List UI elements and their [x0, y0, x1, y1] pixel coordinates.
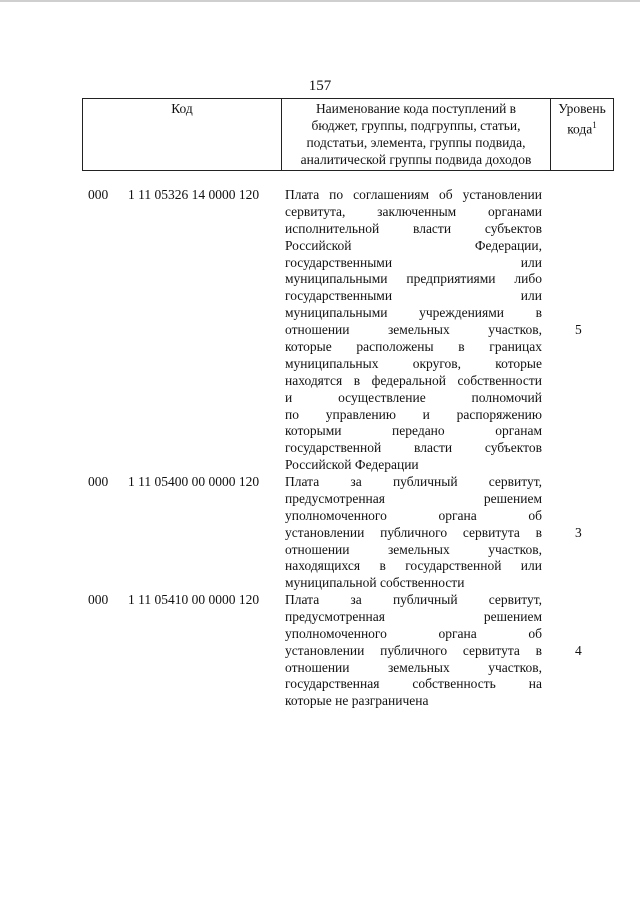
footnote-marker: 1 [592, 120, 597, 130]
header-level-cell [551, 99, 614, 171]
code-level: 3 [575, 525, 582, 540]
name-line: государственными или [285, 254, 542, 270]
name-line: отношении земельных участков, [285, 541, 542, 557]
income-code: 1 11 05410 00 0000 120 [128, 592, 260, 607]
name-line: уполномоченного органа об [285, 625, 542, 641]
name-line: государственная собственность на [285, 676, 542, 692]
name-line: и осуществление полномочий [285, 389, 542, 405]
name-line: муниципальными учреждениями в [285, 305, 542, 321]
name-line: исполнительной власти субъектов [285, 220, 542, 236]
income-name [285, 187, 542, 474]
code-level: 4 [575, 643, 582, 658]
income-name [285, 592, 542, 710]
header-name-line: бюджет, группы, подгруппы, статьи, [311, 118, 521, 133]
name-line: Плата за публичный сервитут, [285, 474, 542, 489]
code-level: 5 [575, 322, 582, 337]
header-code-cell [83, 99, 282, 171]
admin-code: 000 [88, 187, 109, 202]
name-line: по управлению и распоряжению [285, 406, 542, 422]
name-line: находящихся в государственной или [285, 558, 542, 574]
name-line: Плата по соглашениям об установлении [285, 187, 542, 202]
name-line: муниципальной собственности [285, 575, 465, 591]
name-line: отношении земельных участков, [285, 659, 542, 675]
header-level-label: Уровень [558, 101, 606, 116]
scan-edge-line [0, 0, 640, 2]
header-code-label: Код [171, 101, 193, 116]
income-code: 1 11 05326 14 0000 120 [128, 187, 260, 202]
table-header [82, 98, 614, 171]
header-name-line: подстатьи, элемента, группы подвида, [306, 135, 526, 150]
page-number: 157 [308, 78, 332, 94]
name-line: предусмотренная решением [285, 490, 542, 506]
name-line: находятся в федеральной собственности [285, 372, 542, 388]
header-name-line: Наименование кода поступлений в [315, 101, 517, 116]
name-line: Российской Федерации, [285, 237, 542, 253]
header-name-line: аналитической группы подвида доходов [300, 152, 532, 167]
name-line: отношении земельных участков, [285, 322, 542, 338]
name-line: государственными или [285, 288, 542, 304]
name-line: которыми передано органам [285, 423, 542, 439]
name-line: которые расположены в границах [285, 339, 542, 355]
income-code: 1 11 05400 00 0000 120 [128, 474, 260, 489]
name-line: государственной власти субъектов [285, 440, 542, 456]
header-name-cell [282, 99, 551, 171]
name-line: сервитута, заключенным органами [285, 203, 542, 219]
name-line: уполномоченного органа об [285, 507, 542, 523]
admin-code: 000 [88, 474, 109, 489]
header-level-label-2: кода$^1$ [567, 120, 597, 137]
name-line: которые не разграничена [285, 693, 429, 709]
name-line: муниципальных округов, которые [285, 355, 542, 371]
name-line: установлении публичного сервитута в [285, 524, 542, 540]
name-line: муниципальными предприятиями либо [285, 271, 542, 287]
name-line: Плата за публичный сервитут, [285, 592, 542, 607]
name-line: Российской Федерации [285, 457, 419, 473]
name-line: установлении публичного сервитута в [285, 642, 542, 658]
income-name [285, 474, 542, 592]
name-line: предусмотренная решением [285, 608, 542, 624]
admin-code: 000 [88, 592, 109, 607]
